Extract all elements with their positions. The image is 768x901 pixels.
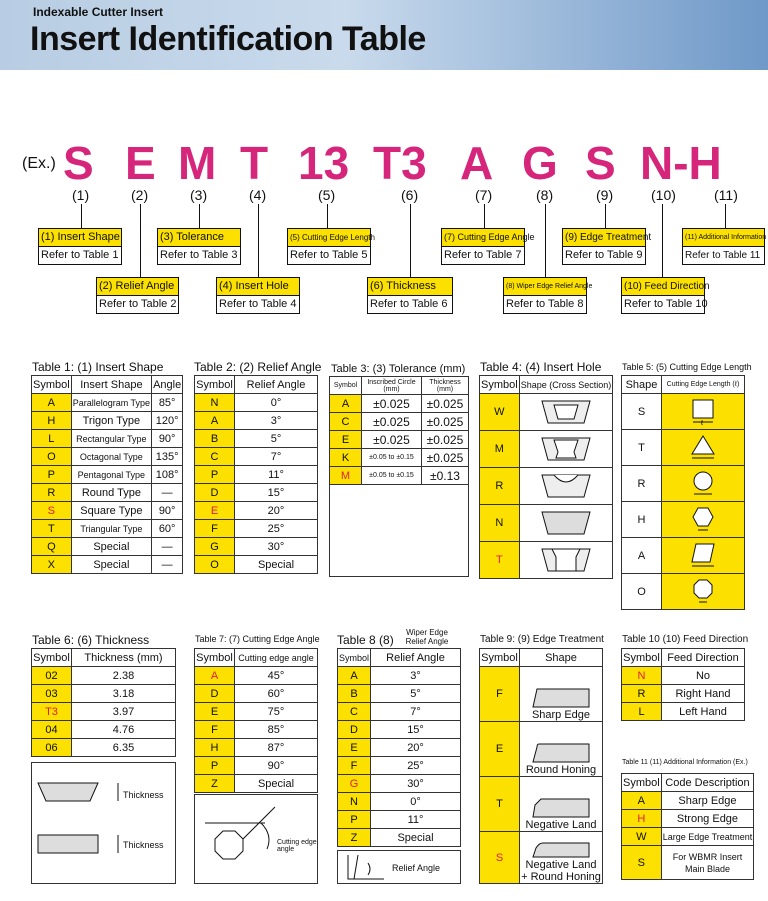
cutting-edge-diagram: Cutting edge angle (194, 794, 318, 884)
t1-caption: Table 1: (1) Insert Shape (32, 360, 164, 374)
t3-caption: Table 3: (3) Tolerance (mm) (331, 363, 466, 375)
box-relief-angle: (2) Relief Angle Refer to Table 2 (96, 277, 179, 314)
t8-caption: Table 8 (8) (337, 633, 394, 647)
t4-caption: Table 4: (4) Insert Hole (480, 360, 602, 374)
code-part-2: E (125, 137, 156, 189)
example-label: (Ex.) (22, 155, 56, 172)
code-part-6: T3 (373, 137, 427, 189)
box-insert-hole: (4) Insert Hole Refer to Table 4 (216, 277, 300, 314)
category-label: Indexable Cutter Insert (33, 5, 164, 19)
svg-text:ℓ: ℓ (701, 419, 704, 427)
table-10-feed-direction: Symbol Feed Direction N No R Right Hand L Left Hand (621, 648, 745, 721)
hole-m-icon (538, 436, 594, 462)
t11-caption: Table 11 (11) Additional Information (Ex.) (622, 759, 748, 766)
code-part-4: T (240, 137, 269, 189)
table-row: Q Special — (32, 538, 183, 556)
box-additional-info: (11) Additional Information Refer to Table 11 (682, 228, 765, 265)
shape-a-icon (683, 542, 723, 570)
num-1: (1) (72, 187, 90, 203)
shape-h-icon (683, 506, 723, 534)
table-row: O Octagonal Type 135° (32, 448, 183, 466)
t8-caption-2: Wiper Edge Relief Angle (405, 628, 449, 646)
table-row: A Parallelogram Type 85° (32, 394, 183, 412)
shape-t-icon (683, 434, 723, 462)
table-4-insert-hole: Symbol Shape (Cross Section) W M R N T (479, 375, 613, 579)
num-6: (6) (401, 187, 419, 203)
t2-caption: Table 2: (2) Relief Angle (194, 360, 322, 374)
shape-s-icon (683, 398, 723, 426)
table-9-edge-treatment: Symbol Shape F Sharp Edge E Round Honing T Negative Land S Negative Land + Round Honing (479, 648, 603, 884)
code-part-3: M (178, 137, 217, 189)
num-3: (3) (190, 187, 208, 203)
page-title: Insert Identification Table (30, 20, 426, 58)
hole-r-icon (538, 473, 594, 499)
num-7: (7) (475, 187, 493, 203)
table-row: P Pentagonal Type 108° (32, 466, 183, 484)
code-part-8: G (522, 137, 558, 189)
table-1-insert-shape: Symbol Insert Shape Angle A Parallelogram Type 85° H Trigon Type 120° L Rectangular Type 90° O Octagonal Type 135° P Pentagonal Type 108° R Round Type — S Square Type 90° T Triangular Type 60° Q Special — X Special — (31, 375, 183, 574)
box-edge-treatment: (9) Edge Treatment Refer to Table 9 (562, 228, 646, 265)
table-3-tolerance: Symbol Inscribed Circle (mm) Thickness (mm) A ±0.025 ±0.025 C ±0.025 ±0.025 E ±0.025 ±0.025 K ±0.05 to ±0.15 ±0.025 M ±0.05 to ±0.15 ±0.13 (329, 376, 469, 485)
code-part-10: N-H (640, 137, 722, 189)
box-thickness: (6) Thickness Refer to Table 6 (367, 277, 453, 314)
num-8: (8) (536, 187, 554, 203)
table-row: S Square Type 90° (32, 502, 183, 520)
table-row: H Trigon Type 120° (32, 412, 183, 430)
t10-caption: Table 10 (10) Feed Direction (622, 634, 749, 645)
num-10: (10) (651, 187, 676, 203)
code-part-1: S (63, 137, 94, 189)
num-2: (2) (131, 187, 149, 203)
num-4: (4) (249, 187, 267, 203)
box-cutting-edge-angle: (7) Cutting Edge Angle Refer to Table 7 (441, 228, 525, 265)
code-part-9: S (585, 137, 616, 189)
table-row: X Special — (32, 556, 183, 574)
hole-n-icon (538, 510, 594, 536)
code-part-5: 13 (298, 137, 350, 189)
hole-t-icon (538, 547, 594, 573)
box-tolerance: (3) Tolerance Refer to Table 3 (157, 228, 241, 265)
t9-caption: Table 9: (9) Edge Treatment (480, 634, 604, 645)
table-6-thickness: Symbol Thickness (mm) 02 2.38 03 3.18 T3 3.97 04 4.76 06 6.35 (31, 648, 176, 757)
table-row: R Round Type — (32, 484, 183, 502)
box-insert-shape: (1) Insert Shape Refer to Table 1 (38, 228, 122, 265)
relief-angle-diagram: Relief Angle (337, 850, 461, 884)
header-banner (0, 0, 768, 70)
t6-caption: Table 6: (6) Thickness (32, 633, 150, 647)
box-wiper-edge: (8) Wiper Edge Relief Angle Refer to Table 8 (503, 277, 587, 314)
table-row: L Rectangular Type 90° (32, 430, 183, 448)
t7-caption: Table 7: (7) Cutting Edge Angle (195, 634, 320, 644)
table-11-additional-info: Symbol Code Description A Sharp Edge H Strong Edge W Large Edge Treatment S For WBMR Insert Main Blade (621, 773, 754, 880)
thickness-diagram: Thickness Thickness (31, 762, 176, 884)
table-5-cutting-edge-length: Shape Cutting Edge Length (ℓ) S ℓ T R H A O (621, 375, 745, 610)
t5-caption: Table 5: (5) Cutting Edge Length (622, 362, 752, 372)
shape-r-icon (683, 470, 723, 498)
shape-o-icon (683, 578, 723, 606)
box-cutting-edge-length: (5) Cutting Edge Length Refer to Table 5 (287, 228, 371, 265)
num-5: (5) (318, 187, 336, 203)
table-7-cutting-edge-angle: Symbol Cutting edge angle A 45° D 60° E 75° F 85° H 87° P 90° Z Special (194, 648, 318, 793)
code-part-7: A (460, 137, 494, 189)
num-9: (9) (596, 187, 614, 203)
box-feed-direction: (10) Feed Direction Refer to Table 10 (621, 277, 705, 314)
table-8-wiper-relief-angle: Symbol Relief Angle A 3° B 5° C 7° D 15° E 20° F 25° G 30° N 0° P 11° Z Special (337, 648, 461, 847)
num-11: (11) (714, 187, 738, 203)
table-row: T Triangular Type 60° (32, 520, 183, 538)
table-2-relief-angle: Symbol Relief Angle N 0° A 3° B 5° C 7° P 11° D 15° E 20° F 25° G 30° O Special (194, 375, 318, 574)
hole-w-icon (538, 399, 594, 425)
